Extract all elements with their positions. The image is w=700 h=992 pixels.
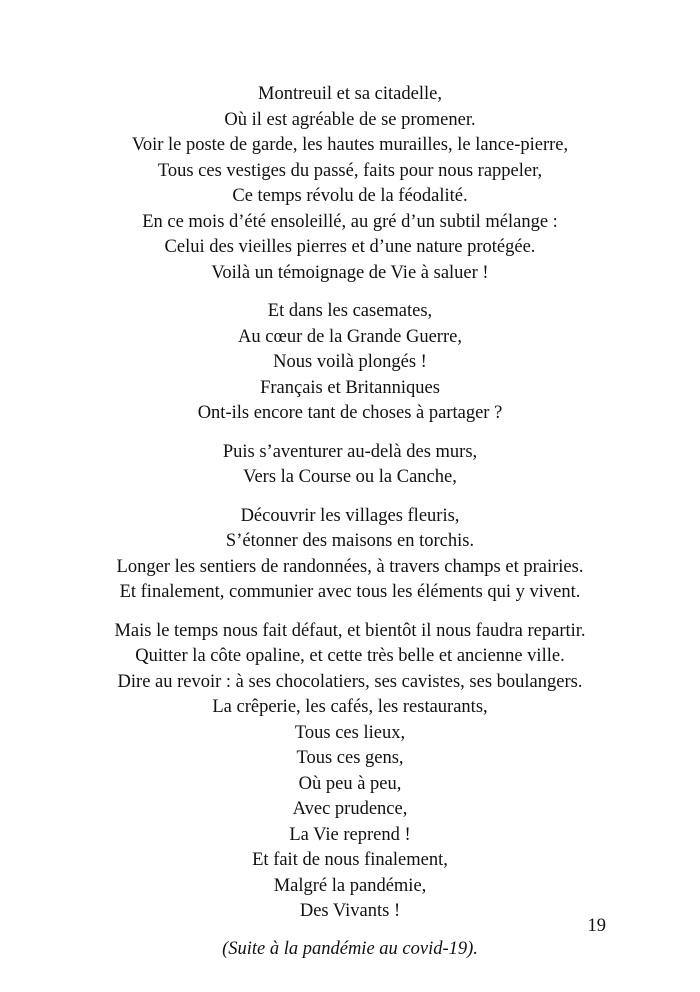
stanza [0, 440, 700, 491]
poem-line: Vers la Course ou la Canche, [243, 467, 457, 487]
poem-line: Et finalement, communier avec tous les éléments qui y vivent. [119, 582, 581, 602]
poem-line: Ont-ils encore tant de choses à partager ? [197, 403, 503, 423]
poem-line: Tous ces vestiges du passé, faits pour nous rappeler, [157, 160, 543, 181]
poem [0, 82, 700, 962]
poem-line: Et fait de nous finalement, [252, 850, 448, 870]
poem-line: Avec prudence, [292, 799, 408, 819]
poem-line: Puis s’aventurer au-delà des murs, [222, 441, 478, 462]
poem-line: Découvrir les villages fleuris, [240, 505, 460, 526]
stanza [0, 299, 700, 427]
poem-line: Où il est agréable de se promener. [224, 109, 476, 130]
poem-line: Voir le poste de garde, les hautes murailles, le lance-pierre, [131, 135, 569, 155]
poem-line: Tous ces gens, [296, 748, 404, 768]
poem-line: Montreuil et sa citadelle, [258, 84, 442, 104]
page-number: 19 [587, 916, 606, 936]
poem-line: Où peu à peu, [298, 773, 402, 794]
poem-line: Et dans les casemates, [267, 301, 433, 321]
poem-line: Voilà un témoignage de Vie à saluer ! [211, 262, 489, 283]
poem-line: Quitter la côte opaline, et cette très belle et ancienne ville. [135, 646, 565, 666]
poem-line: Celui des vieilles pierres et d’une nature protégée. [164, 237, 536, 257]
poem-line: Mais le temps nous fait défaut, et bientôt il nous faudra repartir. [114, 620, 586, 641]
poem-line: En ce mois d’été ensoleillé, au gré d’un subtil mélange : [142, 211, 558, 232]
poem-line: Malgré la pandémie, [273, 875, 427, 896]
poem-line: La Vie reprend ! [289, 824, 411, 845]
poem-line: Tous ces lieux, [294, 722, 406, 743]
poem-line: Ce temps révolu de la féodalité. [232, 186, 468, 206]
poem-line: Des Vivants ! [299, 901, 401, 921]
poem-line: La crêperie, les cafés, les restaurants, [212, 697, 488, 717]
poem-line: Français et Britanniques [260, 377, 440, 398]
stanza [0, 82, 700, 286]
stanza [0, 619, 700, 925]
poem-line: Dire au revoir : à ses chocolatiers, ses cavistes, ses boulangers. [117, 671, 583, 692]
poem-line: Longer les sentiers de randonnées, à travers champs et prairies. [116, 556, 584, 577]
stanza [0, 504, 700, 606]
poem-line: S’étonner des maisons en torchis. [225, 531, 475, 551]
poem-caption: (Suite à la pandémie au covid-19). [222, 938, 478, 959]
poem-line: Nous voilà plongés ! [273, 352, 427, 372]
poem-line: Au cœur de la Grande Guerre, [238, 326, 462, 347]
poem-stanzas [0, 82, 700, 925]
